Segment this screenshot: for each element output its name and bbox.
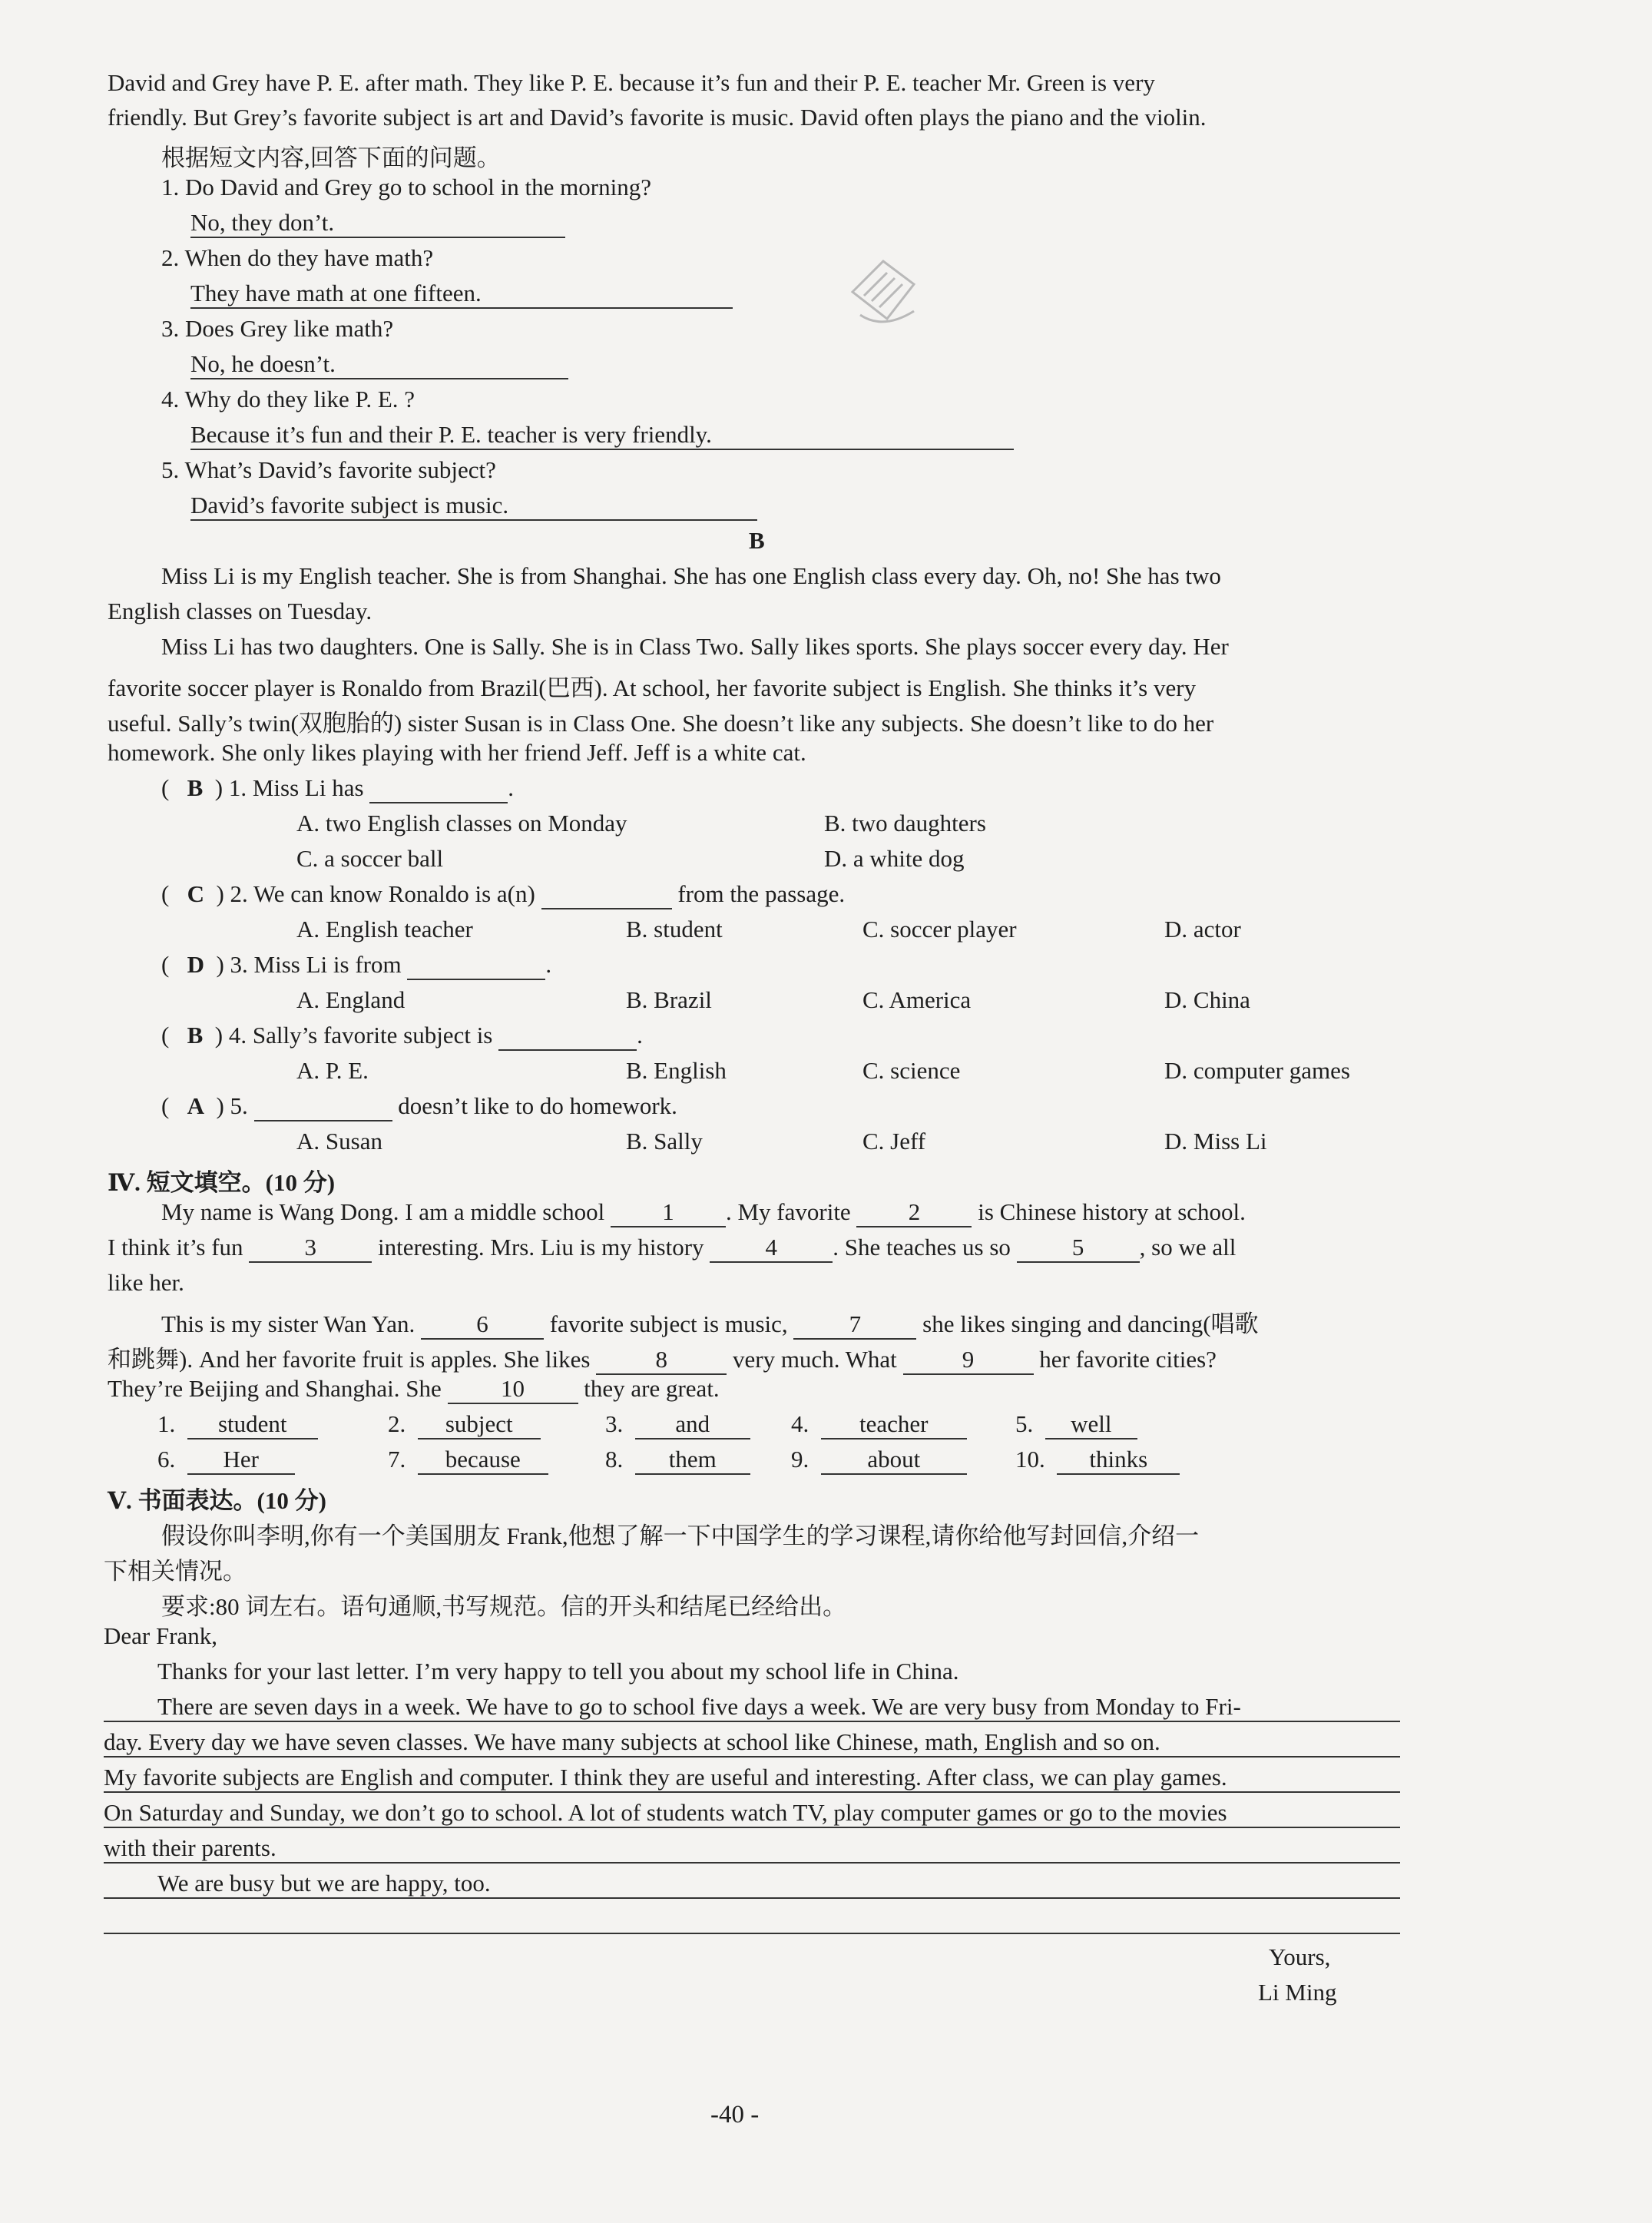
paren: ( [161,951,170,978]
section-b-title: B [749,527,765,554]
mc-stem: ) 5. [216,1092,248,1119]
answer-1: No, they don’t. [190,209,565,238]
cloze-answer-8: 8. them [605,1446,750,1475]
mc-answer: B [187,774,204,801]
instruction-a: 根据短文内容,回答下面的问题。 [161,144,501,171]
cloze-line-2 [108,1234,1236,1263]
cloze-text: They’re Beijing and Shanghai. She [108,1375,442,1402]
letter-closing: Yours, [1269,1943,1331,1970]
passage-b-line-1: Miss Li is my English teacher. She is from Shanghai. She has one English class every day. Oh, no! She has two [161,562,1221,589]
cloze-answer-10: 10. thinks [1015,1446,1180,1475]
mc-1-option-b: B. two daughters [824,810,986,837]
cloze-answer-9: 9. about [791,1446,967,1475]
answer-4: Because it’s fun and their P. E. teacher is very friendly. [190,421,1014,450]
cloze-line-1 [161,1198,1246,1227]
paren: ( [161,1022,170,1049]
cloze-answer-3: 3. and [605,1410,750,1439]
mc-answer: D [187,951,204,978]
paren: ( [161,1092,170,1119]
writing-rule [104,1933,1400,1934]
cloze-blank-2: 2 [856,1198,972,1227]
paren: ( [161,880,170,907]
cloze-blank-7: 7 [793,1310,916,1340]
mc-stem-end: . [545,951,552,978]
cloze-line-4 [161,1304,1259,1340]
mc-5-option-b: B. Sally [626,1128,703,1155]
mc-5-option-a: A. Susan [296,1128,382,1155]
writing-prompt-2: 下相关情况。 [104,1558,247,1585]
cloze-text: 和跳舞). And her favorite fruit is apples. She likes [108,1346,591,1373]
cloze-blank-9: 9 [903,1346,1034,1375]
cloze-text: they are great. [584,1375,720,1402]
mc-answer: A [187,1092,204,1119]
cloze-text: , so we all [1139,1234,1237,1261]
answer-3: No, he doesn’t. [190,350,568,379]
letter-body-1: There are seven days in a week. We have to go to school five days a week. We are very busy from Monday to Fri- [157,1693,1241,1720]
mc-stem: ) 3. Miss Li is from [216,951,402,978]
letter-body-6: We are busy but we are happy, too. [157,1870,491,1897]
question-5: 5. What’s David’s favorite subject? [161,456,496,483]
passage-b-line-5: useful. Sally’s twin(双胞胎的) sister Susan is in Class One. She doesn’t like any subjects. She doesn’t like to do her [108,710,1214,737]
question-4: 4. Why do they like P. E. ? [161,386,415,412]
blank [254,1092,392,1121]
mc-question-2 [161,880,845,909]
mc-5-option-d: D. Miss Li [1164,1128,1267,1155]
writing-rule [104,1897,1400,1899]
section-v-title: Ⅴ. 书面表达。(10 分) [108,1487,326,1514]
passage-a-line-2: friendly. But Grey’s favorite subject is art and David’s favorite is music. David often plays the piano and the violin. [108,104,1207,131]
mc-1-option-a: A. two English classes on Monday [296,810,627,837]
answer-5: David’s favorite subject is music. [190,492,757,521]
mc-stem: ) 2. We can know Ronaldo is a(n) [216,880,535,907]
question-3: 3. Does Grey like math? [161,315,394,342]
question-1: 1. Do David and Grey go to school in the morning? [161,174,651,200]
cloze-line-3: like her. [108,1269,184,1296]
mc-3-option-c: C. America [862,986,972,1013]
cloze-blank-3: 3 [249,1234,372,1263]
letter-body-5: with their parents. [104,1834,276,1861]
mc-stem: ) 1. Miss Li has [214,774,364,801]
page-number: -40 - [710,2101,760,2129]
cloze-text: . She teaches us so [833,1234,1011,1261]
cloze-answer-4: 4. teacher [791,1410,967,1439]
letter-greeting: Dear Frank, [104,1622,218,1649]
blank [369,774,508,803]
cloze-blank-1: 1 [611,1198,726,1227]
writing-prompt-1: 假设你叫李明,你有一个美国朋友 Frank,他想了解一下中国学生的学习课程,请你给他写封回信,介绍一 [161,1522,1200,1549]
passage-b-line-2: English classes on Tuesday. [108,598,372,624]
answer-2: They have math at one fifteen. [190,280,733,309]
writing-rule [104,1721,1400,1722]
mc-stem-end: from the passage. [677,880,846,907]
cloze-blank-5: 5 [1017,1234,1140,1263]
mc-4-option-a: A. P. E. [296,1057,369,1084]
mc-2-option-c: C. soccer player [862,916,1017,943]
paren: ( [161,774,170,801]
mc-3-option-d: D. China [1164,986,1250,1013]
letter-opening: Thanks for your last letter. I’m very happy to tell you about my school life in China. [157,1658,959,1685]
question-2: 2. When do they have math? [161,244,434,271]
letter-signature: Li Ming [1258,1979,1337,2006]
writing-rule [104,1827,1400,1828]
cloze-text: her favorite cities? [1039,1346,1217,1373]
mc-1-option-c: C. a soccer ball [296,845,444,872]
mc-question-3 [161,951,551,980]
cloze-text: very much. What [732,1346,897,1373]
mc-question-4 [161,1022,643,1051]
mc-answer: B [187,1022,204,1049]
cloze-text: . My favorite [725,1198,851,1225]
writing-rule [104,1756,1400,1758]
mc-stem-end: . [508,774,515,801]
passage-a-line-1: David and Grey have P. E. after math. They like P. E. because it’s fun and their P. E. teacher Mr. Green is very [108,69,1155,96]
cloze-answer-6: 6. Her [157,1446,295,1475]
cloze-answer-5: 5. well [1015,1410,1137,1439]
cloze-text: favorite subject is music, [549,1310,788,1337]
cloze-blank-4: 4 [710,1234,833,1263]
writing-requirement: 要求:80 词左右。语句通顺,书写规范。信的开头和结尾已经给出。 [161,1593,847,1620]
section-iv-title: Ⅳ. 短文填空。(10 分) [108,1169,336,1196]
cloze-text: This is my sister Wan Yan. [161,1310,415,1337]
writing-rule [104,1862,1400,1864]
mc-stem-end: . [637,1022,643,1049]
mc-5-option-c: C. Jeff [862,1128,926,1155]
cloze-text: My name is Wang Dong. I am a middle school [161,1198,605,1225]
cloze-blank-10: 10 [448,1375,578,1404]
mc-4-option-c: C. science [862,1057,961,1084]
mc-2-option-d: D. actor [1164,916,1241,943]
blank [407,951,545,980]
mc-2-option-a: A. English teacher [296,916,473,943]
stamp-icon [829,238,937,338]
mc-stem-end: doesn’t like to do homework. [398,1092,677,1119]
passage-b-line-3: Miss Li has two daughters. One is Sally. She is in Class Two. Sally likes sports. She plays soccer every day. Her [161,633,1229,660]
mc-question-5 [161,1092,677,1121]
letter-body-3: My favorite subjects are English and computer. I think they are useful and interesting. After class, we can play games. [104,1764,1227,1791]
mc-stem: ) 4. Sally’s favorite subject is [214,1022,493,1049]
mc-question-1 [161,774,514,803]
cloze-line-6 [108,1375,720,1404]
cloze-text: she likes singing and dancing(唱歌 [922,1310,1259,1337]
mc-2-option-b: B. student [626,916,723,943]
passage-b-line-4: favorite soccer player is Ronaldo from Brazil(巴西). At school, her favorite subject is English. She thinks it’s very [108,674,1197,701]
passage-b-line-6: homework. She only likes playing with her friend Jeff. Jeff is a white cat. [108,739,806,766]
cloze-text: is Chinese history at school. [978,1198,1246,1225]
cloze-answer-7: 7. because [388,1446,548,1475]
mc-4-option-b: B. English [626,1057,727,1084]
mc-3-option-b: B. Brazil [626,986,712,1013]
mc-4-option-d: D. computer games [1164,1057,1350,1084]
cloze-line-5 [108,1340,1217,1375]
mc-answer: C [187,880,204,907]
cloze-blank-8: 8 [596,1346,727,1375]
mc-1-option-d: D. a white dog [824,845,965,872]
letter-body-4: On Saturday and Sunday, we don’t go to school. A lot of students watch TV, play computer games or go to the movies [104,1799,1227,1826]
blank [541,880,672,909]
letter-body-2: day. Every day we have seven classes. We have many subjects at school like Chinese, math, English and so on. [104,1728,1160,1755]
cloze-answer-2: 2. subject [388,1410,541,1439]
blank [498,1022,637,1051]
cloze-blank-6: 6 [421,1310,544,1340]
cloze-text: interesting. Mrs. Liu is my history [378,1234,704,1261]
mc-3-option-a: A. England [296,986,406,1013]
cloze-text: I think it’s fun [108,1234,243,1261]
writing-rule [104,1791,1400,1793]
cloze-answer-1: 1. student [157,1410,318,1439]
